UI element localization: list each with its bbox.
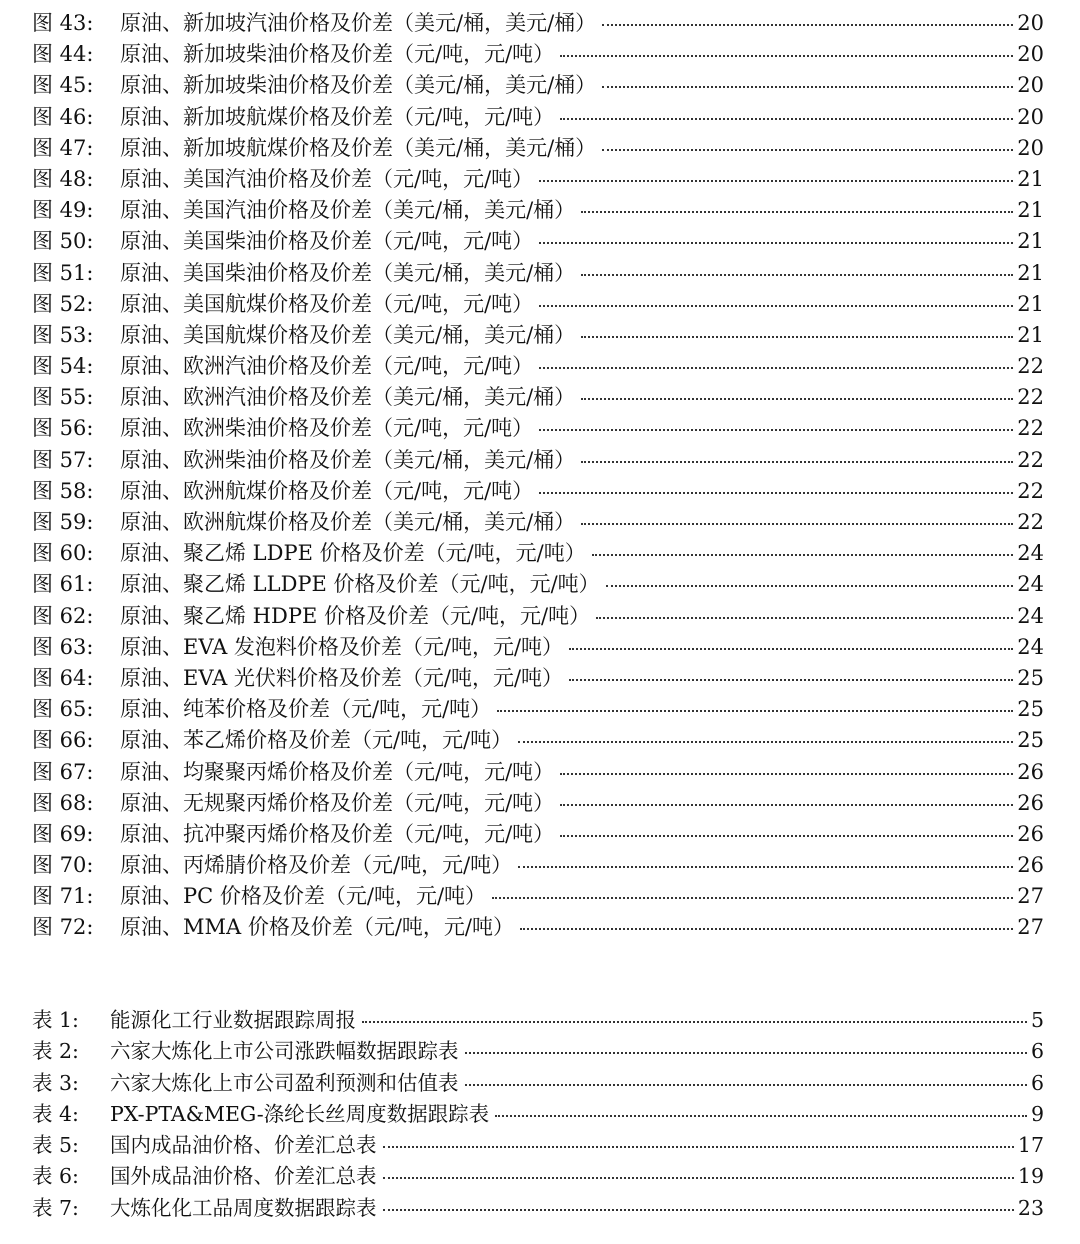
entry-number: 图 53: [32, 322, 94, 347]
entry-page-number: 22 [1017, 447, 1044, 472]
entry-number: 图 58: [32, 478, 94, 503]
entry-number: 图 66: [32, 728, 94, 753]
entry-number: 表 7: [32, 1195, 79, 1220]
dot-leader [560, 804, 1013, 806]
dot-leader [518, 866, 1013, 868]
entry-page-number: 24 [1017, 572, 1044, 597]
dot-leader [539, 180, 1013, 182]
dot-leader [581, 461, 1013, 463]
entry-title: 原油、PC 价格及价差（元/吨，元/吨） [120, 884, 487, 909]
figure-entry[interactable] [32, 226, 1044, 257]
entry-number: 图 69: [32, 821, 94, 846]
figure-entry[interactable] [32, 70, 1044, 101]
figure-entry[interactable] [32, 538, 1044, 569]
figure-entry[interactable] [32, 476, 1044, 507]
dot-leader [569, 648, 1013, 650]
figure-entry[interactable] [32, 788, 1044, 819]
entry-title: 原油、无规聚丙烯价格及价差（元/吨，元/吨） [120, 790, 555, 815]
entry-page-number: 24 [1017, 634, 1044, 659]
figure-entry[interactable] [32, 8, 1044, 39]
entry-page-number: 21 [1017, 260, 1044, 285]
dot-leader [539, 305, 1013, 307]
entry-page-number: 6 [1030, 1039, 1044, 1064]
entry-page-number: 9 [1030, 1101, 1044, 1126]
entry-title: 原油、丙烯腈价格及价差（元/吨，元/吨） [120, 853, 513, 878]
entry-page-number: 21 [1017, 291, 1044, 316]
figure-entry[interactable] [32, 164, 1044, 195]
entry-page-number: 24 [1017, 603, 1044, 628]
entry-number: 表 5: [32, 1133, 79, 1158]
dot-leader [602, 86, 1013, 88]
dot-leader [465, 1052, 1027, 1054]
entry-page-number: 26 [1017, 821, 1044, 846]
entry-page-number: 17 [1017, 1133, 1044, 1158]
entry-page-number: 20 [1017, 135, 1044, 160]
entry-page-number: 21 [1017, 198, 1044, 223]
dot-leader [539, 367, 1013, 369]
entry-title: 原油、美国航煤价格及价差（美元/桶，美元/桶） [120, 322, 576, 347]
entry-title: 原油、EVA 发泡料价格及价差（元/吨，元/吨） [120, 634, 564, 659]
entry-number: 图 70: [32, 853, 94, 878]
entry-title: 原油、新加坡柴油价格及价差（美元/桶，美元/桶） [120, 73, 597, 98]
entry-number: 图 60: [32, 541, 94, 566]
figure-entry[interactable] [32, 507, 1044, 538]
dot-leader [560, 773, 1013, 775]
entry-number: 图 48: [32, 166, 94, 191]
entry-number: 表 3: [32, 1070, 79, 1095]
dot-leader [602, 149, 1013, 151]
entry-number: 图 55: [32, 385, 94, 410]
entry-number: 表 1: [32, 1008, 79, 1032]
figure-entry[interactable] [32, 694, 1044, 725]
entry-page-number: 22 [1017, 385, 1044, 410]
entry-number: 图 61: [32, 572, 94, 597]
dot-leader [592, 554, 1014, 556]
entry-title: 原油、美国航煤价格及价差（元/吨，元/吨） [120, 291, 534, 316]
entry-page-number: 25 [1017, 697, 1044, 722]
entry-title: 原油、欧洲航煤价格及价差（元/吨，元/吨） [120, 478, 534, 503]
entry-page-number: 20 [1017, 42, 1044, 67]
entry-page-number: 21 [1017, 166, 1044, 191]
entry-page-number: 23 [1017, 1195, 1044, 1220]
entry-number: 图 49: [32, 198, 94, 223]
entry-page-number: 27 [1017, 915, 1044, 940]
entry-title: 原油、聚乙烯 LLDPE 价格及价差（元/吨，元/吨） [120, 572, 600, 597]
figure-entry[interactable] [32, 195, 1044, 226]
dot-leader [383, 1209, 1014, 1211]
figure-entry[interactable] [32, 320, 1044, 351]
entry-page-number: 20 [1017, 73, 1044, 98]
entry-number: 图 59: [32, 510, 94, 534]
entry-page-number: 20 [1017, 104, 1044, 129]
figure-entry[interactable] [32, 133, 1044, 164]
figure-entry[interactable] [32, 757, 1044, 788]
dot-leader [362, 1021, 1027, 1023]
figure-entry[interactable] [32, 569, 1044, 600]
entry-number: 图 62: [32, 603, 94, 628]
figure-entry[interactable] [32, 850, 1044, 881]
entry-page-number: 27 [1017, 884, 1044, 909]
figure-entry[interactable] [32, 725, 1044, 756]
dot-leader [518, 741, 1013, 743]
dot-leader [465, 1084, 1027, 1086]
entry-title: 原油、苯乙烯价格及价差（元/吨，元/吨） [120, 728, 513, 753]
entry-page-number: 26 [1017, 853, 1044, 878]
entry-page-number: 20 [1017, 11, 1044, 35]
entry-number: 图 52: [32, 291, 94, 316]
entry-title: 大炼化化工品周度数据跟踪表 [110, 1195, 377, 1220]
figure-entry[interactable] [32, 413, 1044, 444]
entry-page-number: 26 [1017, 790, 1044, 815]
entry-page-number: 25 [1017, 665, 1044, 690]
table-entry[interactable] [32, 1036, 1044, 1067]
entry-title: 原油、抗冲聚丙烯价格及价差（元/吨，元/吨） [120, 821, 555, 846]
dot-leader [606, 585, 1014, 587]
entry-page-number: 19 [1017, 1164, 1044, 1189]
figure-entry[interactable] [32, 102, 1044, 133]
entry-number: 表 6: [32, 1164, 79, 1189]
dot-leader [581, 336, 1013, 338]
entry-number: 图 47: [32, 135, 94, 160]
dot-leader [602, 24, 1013, 26]
entry-title: 原油、新加坡汽油价格及价差（美元/桶，美元/桶） [120, 11, 597, 35]
dot-leader [539, 429, 1013, 431]
entry-number: 图 45: [32, 73, 94, 98]
entry-title: 原油、欧洲柴油价格及价差（元/吨，元/吨） [120, 416, 534, 441]
entry-page-number: 5 [1030, 1008, 1044, 1032]
figure-entry[interactable] [32, 663, 1044, 694]
table-entry[interactable] [32, 1161, 1044, 1192]
entry-title: 能源化工行业数据跟踪周报 [110, 1008, 356, 1032]
entry-title: 原油、MMA 价格及价差（元/吨，元/吨） [120, 915, 514, 940]
figure-list [32, 8, 1044, 944]
entry-title: 原油、EVA 光伏料价格及价差（元/吨，元/吨） [120, 665, 564, 690]
figure-entry[interactable] [32, 445, 1044, 476]
entry-title: 原油、聚乙烯 LDPE 价格及价差（元/吨，元/吨） [120, 541, 586, 566]
entry-number: 图 46: [32, 104, 94, 129]
figure-entry[interactable] [32, 258, 1044, 289]
entry-page-number: 22 [1017, 510, 1044, 534]
entry-number: 图 68: [32, 790, 94, 815]
dot-leader [383, 1177, 1014, 1179]
dot-leader [560, 55, 1013, 57]
dot-leader [539, 492, 1013, 494]
entry-number: 表 4: [32, 1101, 79, 1126]
entry-page-number: 22 [1017, 416, 1044, 441]
entry-number: 图 65: [32, 697, 94, 722]
entry-title: 原油、欧洲航煤价格及价差（美元/桶，美元/桶） [120, 510, 576, 534]
dot-leader [569, 679, 1013, 681]
figure-entry[interactable] [32, 912, 1044, 943]
entry-title: 原油、新加坡航煤价格及价差（美元/桶，美元/桶） [120, 135, 597, 160]
entry-page-number: 26 [1017, 759, 1044, 784]
dot-leader [492, 897, 1013, 899]
entry-title: 六家大炼化上市公司涨跌幅数据跟踪表 [110, 1039, 459, 1064]
entry-page-number: 24 [1017, 541, 1044, 566]
entry-page-number: 21 [1017, 322, 1044, 347]
entry-title: 国外成品油价格、价差汇总表 [110, 1164, 377, 1189]
entry-number: 图 71: [32, 884, 94, 909]
entry-title: 原油、聚乙烯 HDPE 价格及价差（元/吨，元/吨） [120, 603, 591, 628]
entry-title: 原油、欧洲汽油价格及价差（元/吨，元/吨） [120, 354, 534, 379]
dot-leader [581, 274, 1013, 276]
entry-number: 图 64: [32, 665, 94, 690]
entry-page-number: 21 [1017, 229, 1044, 254]
figure-entry[interactable] [32, 39, 1044, 70]
entry-title: 原油、均聚聚丙烯价格及价差（元/吨，元/吨） [120, 759, 555, 784]
table-entry[interactable] [32, 1193, 1044, 1224]
entry-title: 六家大炼化上市公司盈利预测和估值表 [110, 1070, 459, 1095]
entry-page-number: 25 [1017, 728, 1044, 753]
entry-title: 原油、新加坡柴油价格及价差（元/吨，元/吨） [120, 42, 555, 67]
entry-page-number: 6 [1030, 1070, 1044, 1095]
entry-title: 原油、纯苯价格及价差（元/吨，元/吨） [120, 697, 492, 722]
dot-leader [539, 242, 1013, 244]
entry-title: 国内成品油价格、价差汇总表 [110, 1133, 377, 1158]
figure-entry[interactable] [32, 881, 1044, 912]
figure-entry[interactable] [32, 382, 1044, 413]
figure-entry[interactable] [32, 601, 1044, 632]
dot-leader [497, 710, 1013, 712]
figure-entry[interactable] [32, 289, 1044, 320]
entry-number: 图 63: [32, 634, 94, 659]
dot-leader [520, 928, 1013, 930]
entry-number: 图 44: [32, 42, 94, 67]
dot-leader [596, 617, 1013, 619]
entry-number: 图 67: [32, 759, 94, 784]
entry-title: 原油、美国柴油价格及价差（元/吨，元/吨） [120, 229, 534, 254]
entry-title: 原油、欧洲柴油价格及价差（美元/桶，美元/桶） [120, 447, 576, 472]
entry-page-number: 22 [1017, 478, 1044, 503]
dot-leader [581, 211, 1013, 213]
table-list [32, 1005, 1044, 1224]
entry-title: 原油、美国汽油价格及价差（元/吨，元/吨） [120, 166, 534, 191]
table-entry[interactable] [32, 1130, 1044, 1161]
entry-title: PX-PTA&MEG-涤纶长丝周度数据跟踪表 [110, 1101, 490, 1126]
dot-leader [383, 1146, 1014, 1148]
entry-number: 图 43: [32, 11, 94, 35]
entry-number: 图 57: [32, 447, 94, 472]
entry-number: 图 56: [32, 416, 94, 441]
figure-entry[interactable] [32, 819, 1044, 850]
figure-entry[interactable] [32, 351, 1044, 382]
entry-number: 表 2: [32, 1039, 79, 1064]
dot-leader [581, 398, 1013, 400]
entry-title: 原油、美国汽油价格及价差（美元/桶，美元/桶） [120, 198, 576, 223]
table-entry[interactable] [32, 1005, 1044, 1036]
entry-number: 图 50: [32, 229, 94, 254]
table-entry[interactable] [32, 1099, 1044, 1130]
entry-page-number: 22 [1017, 354, 1044, 379]
dot-leader [581, 523, 1013, 525]
entry-title: 原油、欧洲汽油价格及价差（美元/桶，美元/桶） [120, 385, 576, 410]
entry-title: 原油、新加坡航煤价格及价差（元/吨，元/吨） [120, 104, 555, 129]
table-entry[interactable] [32, 1068, 1044, 1099]
dot-leader [495, 1115, 1027, 1117]
dot-leader [560, 118, 1013, 120]
figure-entry[interactable] [32, 632, 1044, 663]
entry-number: 图 72: [32, 915, 94, 940]
entry-title: 原油、美国柴油价格及价差（美元/桶，美元/桶） [120, 260, 576, 285]
dot-leader [560, 835, 1013, 837]
entry-number: 图 54: [32, 354, 94, 379]
entry-number: 图 51: [32, 260, 94, 285]
